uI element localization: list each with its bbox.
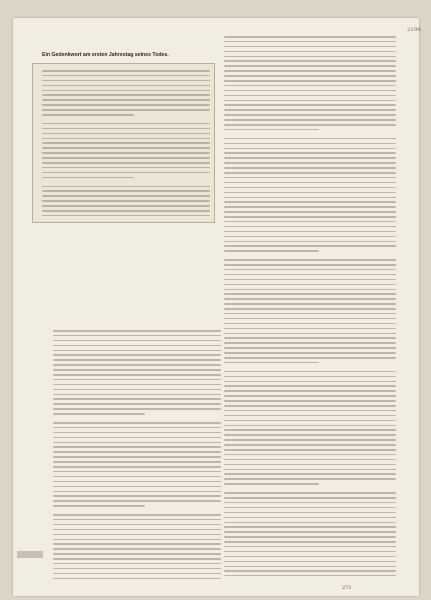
text-line — [224, 362, 319, 364]
text-line — [224, 449, 396, 451]
text-line — [42, 195, 210, 197]
text-line — [53, 394, 221, 396]
text-line — [53, 398, 221, 400]
text-line — [224, 371, 396, 373]
text-line — [224, 109, 396, 111]
text-line — [224, 70, 396, 72]
text-line — [53, 379, 221, 381]
text-line — [53, 427, 221, 429]
text-line — [53, 543, 221, 545]
text-line — [224, 216, 396, 218]
text-line — [42, 128, 210, 130]
text-line — [53, 345, 221, 347]
text-line — [53, 578, 221, 580]
text-line — [224, 536, 396, 538]
text-line — [224, 172, 396, 174]
text-line — [224, 566, 396, 568]
text-line — [224, 347, 396, 349]
text-line — [224, 162, 396, 164]
text-line — [42, 157, 210, 159]
text-line — [53, 495, 221, 497]
text-line — [224, 284, 396, 286]
text-line — [224, 167, 396, 169]
text-line — [224, 177, 396, 179]
text-line — [224, 157, 396, 159]
text-line — [53, 519, 221, 521]
text-line — [224, 551, 396, 553]
text-line — [224, 114, 396, 116]
tape-strip — [17, 551, 43, 558]
text-line — [224, 36, 396, 38]
text-line — [224, 182, 396, 184]
text-line — [53, 568, 221, 570]
text-line — [224, 429, 396, 431]
text-line — [224, 526, 396, 528]
text-line — [224, 41, 396, 43]
text-line — [224, 241, 396, 243]
text-line — [224, 400, 396, 402]
text-line — [224, 65, 396, 67]
text-line — [42, 133, 210, 135]
text-line — [224, 425, 396, 427]
text-line — [224, 390, 396, 392]
text-line — [53, 500, 221, 502]
text-line — [224, 323, 396, 325]
text-line — [224, 293, 396, 295]
text-line — [224, 95, 396, 97]
text-line — [53, 374, 221, 376]
text-line — [53, 389, 221, 391]
text-line — [42, 147, 210, 149]
footer-page-number: 271 — [342, 585, 352, 591]
text-line — [53, 539, 221, 541]
text-line — [42, 190, 210, 192]
text-line — [224, 502, 396, 504]
text-line — [53, 364, 221, 366]
text-line — [224, 211, 396, 213]
text-line — [224, 129, 319, 131]
text-line — [224, 575, 396, 576]
page-number: 2190 — [407, 27, 421, 33]
text-line — [224, 478, 396, 480]
text-line — [224, 318, 396, 320]
text-line — [224, 522, 396, 524]
text-line — [224, 119, 396, 121]
text-line — [224, 245, 396, 247]
clipping-title: Ein Gedenkwort am ersten Jahrestag seines Todes. — [42, 52, 169, 58]
text-line — [53, 471, 221, 473]
text-line — [53, 505, 145, 507]
text-line — [42, 205, 210, 207]
text-line — [53, 486, 221, 488]
text-line — [224, 385, 396, 387]
text-line — [224, 405, 396, 407]
text-line — [53, 442, 221, 444]
text-line — [42, 167, 210, 169]
text-line — [224, 46, 396, 48]
text-line — [224, 308, 396, 310]
text-line — [53, 350, 221, 352]
text-line — [53, 446, 221, 448]
text-line — [53, 330, 221, 332]
text-line — [224, 420, 396, 422]
clipping-body-text — [42, 70, 210, 220]
text-line — [53, 408, 221, 410]
text-line — [224, 274, 396, 276]
text-line — [224, 556, 396, 558]
text-line — [224, 279, 396, 281]
text-line — [224, 342, 396, 344]
left-column-text — [53, 330, 221, 580]
text-line — [224, 357, 396, 359]
text-line — [224, 541, 396, 543]
text-line — [53, 451, 221, 453]
text-line — [53, 491, 221, 493]
text-line — [224, 410, 396, 412]
text-line — [224, 231, 396, 233]
text-line — [53, 384, 221, 386]
text-line — [42, 215, 210, 217]
text-line — [224, 298, 396, 300]
text-line — [224, 51, 396, 53]
text-line — [53, 403, 221, 405]
text-line — [53, 432, 221, 434]
text-line — [224, 289, 396, 291]
text-line — [224, 328, 396, 330]
text-line — [53, 481, 221, 483]
text-line — [224, 250, 319, 252]
text-line — [224, 187, 396, 189]
text-line — [53, 573, 221, 575]
text-line — [224, 512, 396, 514]
text-line — [224, 454, 396, 456]
text-line — [224, 80, 396, 82]
text-line — [42, 172, 210, 174]
text-line — [224, 415, 396, 417]
text-line — [224, 148, 396, 150]
text-line — [42, 109, 210, 111]
text-line — [224, 259, 396, 261]
text-line — [224, 201, 396, 203]
text-line — [42, 138, 210, 140]
text-line — [224, 381, 396, 383]
text-line — [53, 369, 221, 371]
text-line — [53, 524, 221, 526]
text-line — [224, 469, 396, 471]
text-line — [224, 56, 396, 58]
text-line — [53, 340, 221, 342]
text-line — [42, 200, 210, 202]
text-line — [224, 517, 396, 519]
text-line — [42, 123, 210, 125]
text-line — [42, 104, 210, 106]
text-line — [224, 264, 396, 266]
text-line — [224, 376, 396, 378]
text-line — [224, 459, 396, 461]
text-line — [42, 177, 134, 179]
text-line — [224, 313, 396, 315]
text-line — [53, 422, 221, 424]
text-line — [224, 221, 396, 223]
right-column-text — [224, 36, 396, 576]
text-line — [53, 514, 221, 516]
text-line — [224, 85, 396, 87]
text-line — [224, 570, 396, 572]
text-line — [224, 497, 396, 499]
text-line — [42, 70, 210, 72]
text-line — [53, 548, 221, 550]
text-line — [224, 104, 396, 106]
text-line — [224, 75, 396, 77]
text-line — [42, 94, 210, 96]
text-line — [224, 439, 396, 441]
text-line — [53, 461, 221, 463]
text-line — [42, 142, 210, 144]
text-line — [224, 395, 396, 397]
text-line — [224, 492, 396, 494]
text-line — [224, 444, 396, 446]
text-line — [42, 210, 210, 212]
text-line — [53, 437, 221, 439]
text-line — [53, 354, 221, 356]
text-line — [224, 352, 396, 354]
text-line — [42, 186, 210, 188]
text-line — [224, 152, 396, 154]
text-line — [42, 162, 210, 164]
text-line — [224, 303, 396, 305]
text-line — [224, 143, 396, 145]
text-line — [53, 529, 221, 531]
text-line — [224, 333, 396, 335]
text-line — [42, 152, 210, 154]
paragraph-gap — [42, 182, 210, 186]
text-line — [42, 114, 134, 116]
text-line — [53, 413, 145, 415]
text-line — [224, 531, 396, 533]
text-line — [53, 476, 221, 478]
text-line — [53, 456, 221, 458]
text-line — [53, 466, 221, 468]
text-line — [224, 206, 396, 208]
text-line — [53, 534, 221, 536]
text-line — [224, 546, 396, 548]
text-line — [42, 99, 210, 101]
text-line — [224, 60, 396, 62]
text-line — [224, 138, 396, 140]
text-line — [224, 236, 396, 238]
text-line — [53, 359, 221, 361]
text-line — [224, 464, 396, 466]
text-line — [53, 553, 221, 555]
text-line — [224, 124, 396, 126]
text-line — [53, 558, 221, 560]
text-line — [53, 335, 221, 337]
text-line — [53, 563, 221, 565]
text-line — [42, 85, 210, 87]
text-line — [42, 75, 210, 77]
text-line — [224, 197, 396, 199]
text-line — [42, 80, 210, 82]
text-line — [224, 337, 396, 339]
text-line — [224, 561, 396, 563]
handwritten-annotation — [12, 531, 52, 543]
text-line — [224, 507, 396, 509]
text-line — [224, 483, 319, 485]
text-line — [224, 226, 396, 228]
text-line — [224, 473, 396, 475]
text-line — [224, 90, 396, 92]
text-line — [224, 100, 396, 102]
text-line — [224, 269, 396, 271]
text-line — [224, 434, 396, 436]
text-line — [224, 192, 396, 194]
text-line — [42, 90, 210, 92]
